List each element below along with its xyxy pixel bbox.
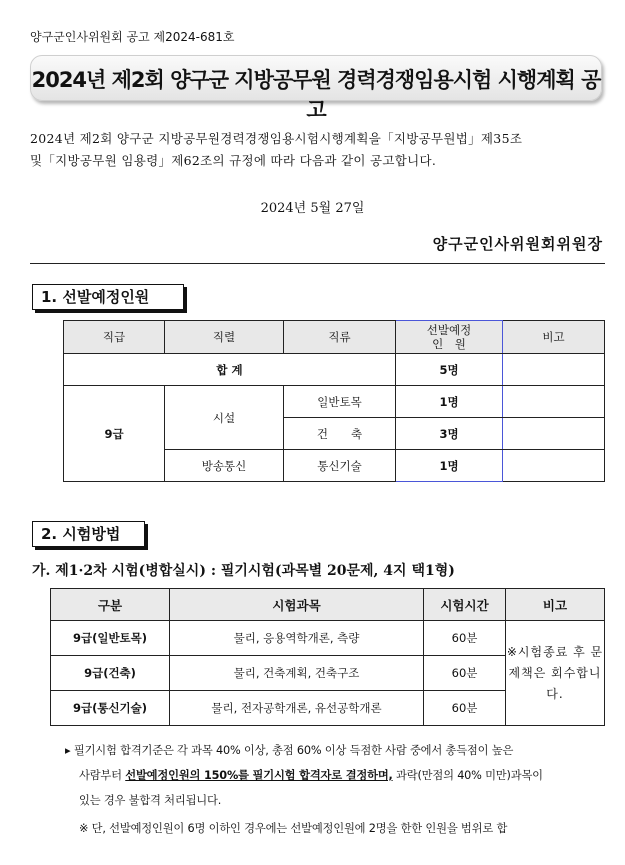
series-cell: 시설 — [165, 386, 284, 450]
count-cell: 3명 — [396, 418, 503, 450]
table-row — [51, 621, 605, 656]
note-cell — [503, 386, 605, 418]
subjects-cell: 물리, 전자공학개론, 유선공학개론 — [170, 691, 424, 726]
header-division: 구분 — [51, 589, 170, 621]
table-row — [64, 354, 605, 386]
note-cell — [503, 354, 605, 386]
remark-cell: ※시험종료 후 문제책은 회수합니다. — [506, 621, 605, 726]
exam-table — [50, 588, 605, 726]
time-cell: 60분 — [424, 621, 506, 656]
header-subjects: 시험과목 — [170, 589, 424, 621]
section-1-heading: 1. 선발예정인원 — [32, 284, 184, 310]
note-cell — [503, 418, 605, 450]
criteria-text: 과락(만점의 40% 미만)과목이 — [392, 769, 543, 782]
total-label: 합 계 — [64, 354, 396, 386]
time-cell: 60분 — [424, 656, 506, 691]
recruitment-table — [63, 320, 605, 482]
criteria-text: 사람부터 — [79, 769, 126, 782]
header-series: 직렬 — [165, 321, 284, 354]
total-value: 5명 — [396, 354, 503, 386]
divider — [30, 263, 605, 264]
signer: 양구군인사위원회위원장 — [432, 235, 603, 253]
criteria-line-2 — [79, 767, 543, 783]
header-category: 직류 — [284, 321, 396, 354]
subjects-cell: 물리, 응용역학개론, 측량 — [170, 621, 424, 656]
page-title: 2024년 제2회 양구군 지방공무원 경력경쟁임용시험 시행계획 공고 — [31, 68, 601, 122]
category-cell: 일반토목 — [284, 386, 396, 418]
subjects-cell: 물리, 건축계획, 건축구조 — [170, 656, 424, 691]
exam-subheading: 가. 제1·2차 시험(병합실시) : 필기시험(과목별 20문제, 4지 택1형) — [32, 563, 455, 579]
header-remark: 비고 — [506, 589, 605, 621]
intro-line-1: 2024년 제2회 양구군 지방공무원경력경쟁임용시험시행계획을「지방공무원법」제35조 — [30, 131, 523, 146]
header-note: 비고 — [503, 321, 605, 354]
exception-note: ※ 단, 선발예정인원이 6명 이하인 경우에는 선발예정인원에 2명을 한한 인원을 범위로 합 — [79, 822, 508, 835]
category-cell: 건 축 — [284, 418, 396, 450]
division-cell: 9급(통신기술) — [51, 691, 170, 726]
table-header-row — [64, 321, 605, 354]
criteria-line-3: 있는 경우 불합격 처리됩니다. — [79, 794, 222, 807]
count-cell: 1명 — [396, 386, 503, 418]
category-cell: 통신기술 — [284, 450, 396, 482]
criteria-emphasis: 선발예정인원의 150%를 필기시험 합격자로 결정하며, — [125, 769, 393, 782]
division-cell: 9급(일반토목) — [51, 621, 170, 656]
header-planned-count: 선발예정 인 원 — [396, 321, 503, 354]
table-header-row — [51, 589, 605, 621]
count-cell: 1명 — [396, 450, 503, 482]
notice-date: 2024년 5월 27일 — [260, 201, 365, 216]
criteria-line-1: ▸ 필기시험 합격기준은 각 과목 40% 이상, 총점 60% 이상 득점한 사람 중에서 총득점이 높은 — [65, 744, 514, 757]
grade-cell: 9급 — [64, 386, 165, 482]
table-row — [64, 386, 605, 418]
division-cell: 9급(건축) — [51, 656, 170, 691]
note-cell — [503, 450, 605, 482]
section-2-heading: 2. 시험방법 — [32, 521, 145, 547]
time-cell: 60분 — [424, 691, 506, 726]
intro-line-2: 및「지방공무원 임용령」제62조의 규정에 따라 다음과 같이 공고합니다. — [30, 153, 437, 168]
header-time: 시험시간 — [424, 589, 506, 621]
header-grade: 직급 — [64, 321, 165, 354]
series-cell: 방송통신 — [165, 450, 284, 482]
notice-number: 양구군인사위원회 공고 제2024-681호 — [30, 30, 235, 44]
